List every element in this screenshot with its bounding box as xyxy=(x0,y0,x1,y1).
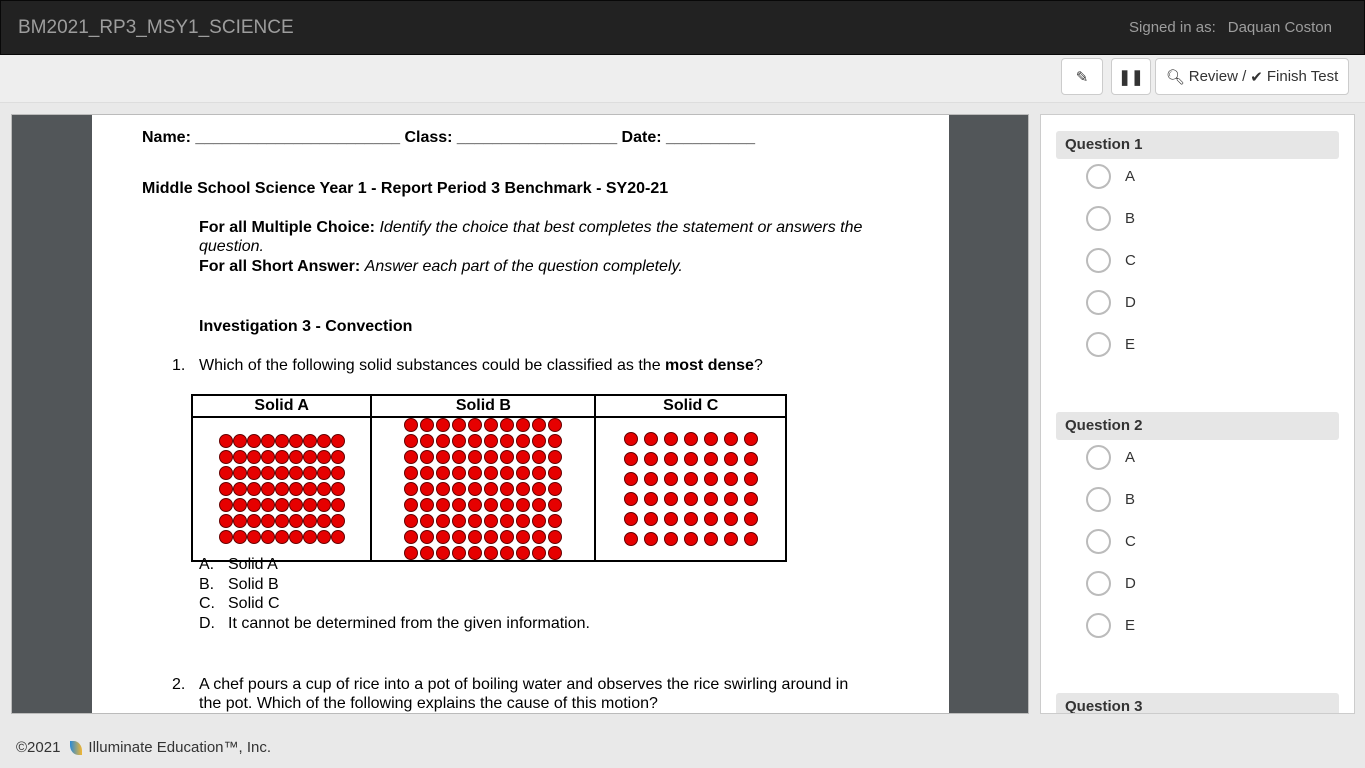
particle xyxy=(744,512,758,526)
q2-number: 2. xyxy=(172,676,186,693)
particle xyxy=(548,546,562,560)
particle xyxy=(644,472,658,486)
particle xyxy=(303,530,317,544)
answer-option[interactable]: A xyxy=(1086,164,1135,189)
radio-button[interactable] xyxy=(1086,613,1111,638)
particle xyxy=(500,418,514,432)
particle xyxy=(548,418,562,432)
search-icon: 🔍︎ xyxy=(1165,68,1185,86)
particle xyxy=(532,450,546,464)
particle xyxy=(724,532,738,546)
particle xyxy=(500,546,514,560)
particle xyxy=(247,450,261,464)
particle xyxy=(247,434,261,448)
particle xyxy=(275,514,289,528)
radio-button[interactable] xyxy=(1086,571,1111,596)
particle xyxy=(317,498,331,512)
particle xyxy=(420,466,434,480)
q1-choice: D. It cannot be determined from the given information. xyxy=(199,614,590,632)
particle xyxy=(516,530,530,544)
q2-text-line1: A chef pours a cup of rice into a pot of boiling water and observes the rice swirling around in xyxy=(199,676,849,693)
particle xyxy=(452,482,466,496)
particle xyxy=(664,472,678,486)
top-navbar xyxy=(0,0,1365,55)
particle xyxy=(452,466,466,480)
particle xyxy=(744,532,758,546)
particle xyxy=(452,434,466,448)
signed-in-info xyxy=(1129,19,1332,36)
answer-option[interactable]: C xyxy=(1086,529,1136,554)
answer-option[interactable]: E xyxy=(1086,613,1135,638)
particle xyxy=(219,514,233,528)
particle xyxy=(247,530,261,544)
particle xyxy=(704,452,718,466)
q1-number: 1. xyxy=(172,357,186,374)
mc-instructions: Identify the choice that best completes the statement or answers the xyxy=(379,219,863,236)
particle xyxy=(532,530,546,544)
particle xyxy=(404,530,418,544)
particle xyxy=(684,492,698,506)
particle xyxy=(420,514,434,528)
particle xyxy=(317,450,331,464)
document-viewer[interactable] xyxy=(11,114,1029,714)
particle xyxy=(404,546,418,560)
solid-b-header: Solid B xyxy=(371,395,595,417)
particle xyxy=(233,450,247,464)
particle xyxy=(452,546,466,560)
particle xyxy=(704,532,718,546)
q1-choice: A. Solid A xyxy=(199,556,278,573)
particle xyxy=(532,514,546,528)
solid-c-header: Solid C xyxy=(595,395,786,417)
particle xyxy=(644,532,658,546)
solid-b-particles xyxy=(404,418,562,560)
particle xyxy=(532,546,546,560)
finish-label: Finish Test xyxy=(1266,68,1339,85)
particle xyxy=(303,434,317,448)
particle xyxy=(261,498,275,512)
particle xyxy=(644,512,658,526)
particle xyxy=(532,434,546,448)
particle xyxy=(261,450,275,464)
q2-text-line2: the pot. Which of the following explains the cause of this motion? xyxy=(199,695,658,712)
radio-button[interactable] xyxy=(1086,248,1111,273)
particle xyxy=(303,498,317,512)
particle xyxy=(452,498,466,512)
solid-a-particles xyxy=(219,434,345,544)
particle xyxy=(420,530,434,544)
particle xyxy=(548,514,562,528)
particle xyxy=(664,452,678,466)
particle xyxy=(484,466,498,480)
radio-button[interactable] xyxy=(1086,206,1111,231)
section-title: Investigation 3 - Convection xyxy=(199,318,413,335)
particle xyxy=(500,514,514,528)
solid-c-particles xyxy=(624,432,758,546)
particle xyxy=(404,434,418,448)
particle xyxy=(261,466,275,480)
answer-option[interactable]: D xyxy=(1086,571,1136,596)
particle xyxy=(644,432,658,446)
particle xyxy=(516,546,530,560)
particle xyxy=(420,498,434,512)
particle xyxy=(331,530,345,544)
notes-button[interactable] xyxy=(1061,58,1103,95)
particle xyxy=(420,450,434,464)
particle xyxy=(684,532,698,546)
particle xyxy=(420,418,434,432)
particle xyxy=(233,466,247,480)
particle xyxy=(404,482,418,496)
particle xyxy=(275,434,289,448)
particle xyxy=(724,492,738,506)
particle xyxy=(233,498,247,512)
particle xyxy=(624,492,638,506)
particle xyxy=(704,472,718,486)
particle xyxy=(331,450,345,464)
particle xyxy=(404,466,418,480)
particle xyxy=(289,530,303,544)
q1-choice: B. Solid B xyxy=(199,575,279,593)
particle xyxy=(548,434,562,448)
particle xyxy=(247,514,261,528)
particle xyxy=(420,434,434,448)
pause-icon: ❚❚ xyxy=(1118,68,1144,86)
particle xyxy=(289,450,303,464)
particle xyxy=(484,418,498,432)
particle xyxy=(516,498,530,512)
particle xyxy=(532,466,546,480)
particle xyxy=(219,466,233,480)
particle xyxy=(420,482,434,496)
solids-table xyxy=(191,394,787,562)
particle xyxy=(468,546,482,560)
particle xyxy=(500,530,514,544)
particle xyxy=(468,530,482,544)
particle xyxy=(664,512,678,526)
particle xyxy=(404,514,418,528)
check-icon: ✔ xyxy=(1250,68,1263,86)
copyright: ©2021 xyxy=(16,739,61,756)
answer-option[interactable]: A xyxy=(1086,445,1135,470)
particle xyxy=(303,514,317,528)
particle xyxy=(516,482,530,496)
toolbar xyxy=(0,55,1365,103)
company-name: Illuminate Education™, Inc. xyxy=(88,739,272,756)
particle xyxy=(684,452,698,466)
particle xyxy=(516,466,530,480)
particle xyxy=(704,492,718,506)
particle xyxy=(452,514,466,528)
particle xyxy=(289,514,303,528)
particle xyxy=(275,450,289,464)
particle xyxy=(468,514,482,528)
particle xyxy=(289,498,303,512)
particle xyxy=(664,492,678,506)
particle xyxy=(624,432,638,446)
particle xyxy=(724,512,738,526)
particle xyxy=(247,498,261,512)
particle xyxy=(548,482,562,496)
test-title: BM2021_RP3_MSY1_SCIENCE xyxy=(18,17,294,38)
particle xyxy=(303,466,317,480)
particle xyxy=(436,546,450,560)
particle xyxy=(404,498,418,512)
particle xyxy=(233,482,247,496)
particle xyxy=(219,498,233,512)
particle xyxy=(664,432,678,446)
test-heading: Middle School Science Year 1 - Report Period 3 Benchmark - SY20-21 xyxy=(142,180,669,197)
particle xyxy=(744,452,758,466)
particle xyxy=(468,434,482,448)
particle xyxy=(684,432,698,446)
particle xyxy=(317,482,331,496)
particle xyxy=(484,482,498,496)
particle xyxy=(404,450,418,464)
radio-button[interactable] xyxy=(1086,529,1111,554)
particle xyxy=(484,450,498,464)
particle xyxy=(724,452,738,466)
particle xyxy=(436,498,450,512)
radio-button[interactable] xyxy=(1086,290,1111,315)
particle xyxy=(247,466,261,480)
particle xyxy=(548,498,562,512)
particle xyxy=(436,434,450,448)
footer xyxy=(16,739,271,756)
answer-sidebar[interactable] xyxy=(1040,114,1355,714)
particle xyxy=(452,450,466,464)
particle xyxy=(436,514,450,528)
particle xyxy=(275,466,289,480)
particle xyxy=(484,530,498,544)
particle xyxy=(704,512,718,526)
answer-option[interactable]: B xyxy=(1086,487,1135,512)
particle xyxy=(219,530,233,544)
question-1-header: Question 1 xyxy=(1056,131,1339,159)
particle xyxy=(644,492,658,506)
radio-button[interactable] xyxy=(1086,487,1111,512)
particle xyxy=(744,432,758,446)
particle xyxy=(452,530,466,544)
particle xyxy=(744,492,758,506)
particle xyxy=(289,434,303,448)
particle xyxy=(548,530,562,544)
particle xyxy=(261,482,275,496)
particle xyxy=(317,514,331,528)
mc-label: For all Multiple Choice: xyxy=(199,219,376,236)
particle xyxy=(484,498,498,512)
particle xyxy=(331,514,345,528)
particle xyxy=(516,450,530,464)
particle xyxy=(484,514,498,528)
particle xyxy=(500,434,514,448)
illuminate-logo-icon xyxy=(70,741,82,755)
sa-instructions: Answer each part of the question completely. xyxy=(364,258,683,275)
particle xyxy=(289,466,303,480)
particle xyxy=(275,498,289,512)
particle xyxy=(548,450,562,464)
name-class-date-line: Name: _______________________ Class: __________________ Date: __________ xyxy=(142,129,755,146)
particle xyxy=(500,482,514,496)
particle xyxy=(468,418,482,432)
particle xyxy=(331,482,345,496)
pause-button[interactable] xyxy=(1111,58,1151,95)
particle xyxy=(468,466,482,480)
q1-text: Which of the following solid substances could be classified as the most dense? xyxy=(199,357,763,374)
document-page xyxy=(92,115,949,714)
particle xyxy=(548,466,562,480)
particle xyxy=(664,532,678,546)
particle xyxy=(516,418,530,432)
particle xyxy=(684,472,698,486)
particle xyxy=(516,434,530,448)
particle xyxy=(436,450,450,464)
radio-button[interactable] xyxy=(1086,445,1111,470)
particle xyxy=(744,472,758,486)
particle xyxy=(275,530,289,544)
particle xyxy=(233,530,247,544)
review-label: Review / xyxy=(1188,68,1247,85)
particle xyxy=(500,450,514,464)
review-finish-button[interactable] xyxy=(1155,58,1349,95)
particle xyxy=(233,514,247,528)
particle xyxy=(704,432,718,446)
particle xyxy=(532,482,546,496)
particle xyxy=(275,482,289,496)
mc-instructions-cont: question. xyxy=(199,238,264,255)
user-name: Daquan Coston xyxy=(1227,19,1332,36)
particle xyxy=(331,466,345,480)
particle xyxy=(724,472,738,486)
particle xyxy=(331,434,345,448)
answer-option[interactable]: C xyxy=(1086,248,1136,273)
particle xyxy=(500,466,514,480)
radio-button[interactable] xyxy=(1086,164,1111,189)
particle xyxy=(317,530,331,544)
particle xyxy=(644,452,658,466)
particle xyxy=(219,450,233,464)
particle xyxy=(261,514,275,528)
answer-option[interactable]: D xyxy=(1086,290,1136,315)
particle xyxy=(724,432,738,446)
sa-label: For all Short Answer: xyxy=(199,258,361,275)
q1-choice: C. Solid C xyxy=(199,595,280,612)
particle xyxy=(532,418,546,432)
particle xyxy=(468,498,482,512)
particle xyxy=(468,450,482,464)
particle xyxy=(624,512,638,526)
answer-option[interactable]: E xyxy=(1086,332,1135,357)
particle xyxy=(452,418,466,432)
particle xyxy=(436,466,450,480)
particle xyxy=(436,530,450,544)
particle xyxy=(219,434,233,448)
particle xyxy=(436,418,450,432)
question-2-header: Question 2 xyxy=(1056,412,1339,440)
particle xyxy=(500,498,514,512)
particle xyxy=(624,452,638,466)
particle xyxy=(233,434,247,448)
answer-option[interactable]: B xyxy=(1086,206,1135,231)
particle xyxy=(468,482,482,496)
particle xyxy=(484,546,498,560)
particle xyxy=(436,482,450,496)
particle xyxy=(484,434,498,448)
edit-icon: ✎ xyxy=(1075,68,1089,86)
particle xyxy=(404,418,418,432)
particle xyxy=(331,498,345,512)
particle xyxy=(624,532,638,546)
particle xyxy=(516,514,530,528)
solid-a-header: Solid A xyxy=(192,395,371,417)
particle xyxy=(289,482,303,496)
particle xyxy=(624,472,638,486)
particle xyxy=(219,482,233,496)
particle xyxy=(261,530,275,544)
particle xyxy=(317,434,331,448)
signed-in-label: Signed in as: xyxy=(1129,19,1216,36)
particle xyxy=(420,546,434,560)
particle xyxy=(261,434,275,448)
particle xyxy=(532,498,546,512)
particle xyxy=(303,482,317,496)
particle xyxy=(303,450,317,464)
radio-button[interactable] xyxy=(1086,332,1111,357)
particle xyxy=(684,512,698,526)
question-3-header: Question 3 xyxy=(1056,693,1339,714)
particle xyxy=(317,466,331,480)
particle xyxy=(247,482,261,496)
